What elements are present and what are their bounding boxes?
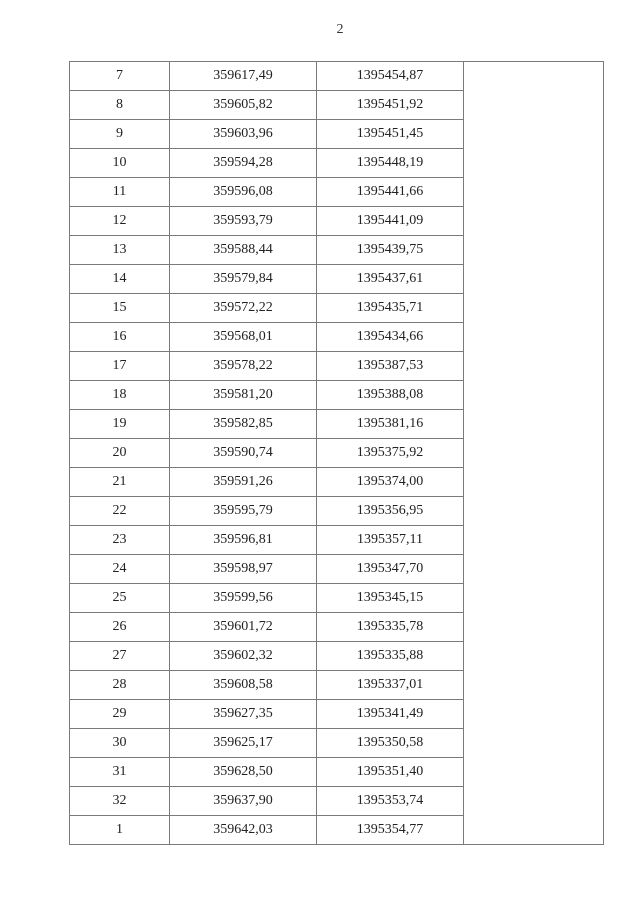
x-coordinate-cell: 359637,90 bbox=[170, 787, 317, 816]
y-coordinate-cell: 1395448,19 bbox=[317, 149, 464, 178]
y-coordinate-cell: 1395451,45 bbox=[317, 120, 464, 149]
x-coordinate-cell: 359594,28 bbox=[170, 149, 317, 178]
x-coordinate-cell: 359591,26 bbox=[170, 468, 317, 497]
point-number-cell: 14 bbox=[70, 265, 170, 294]
y-coordinate-cell: 1395441,66 bbox=[317, 178, 464, 207]
y-coordinate-cell: 1395375,92 bbox=[317, 439, 464, 468]
point-number-cell: 8 bbox=[70, 91, 170, 120]
x-coordinate-cell: 359595,79 bbox=[170, 497, 317, 526]
x-coordinate-cell: 359593,79 bbox=[170, 207, 317, 236]
x-coordinate-cell: 359578,22 bbox=[170, 352, 317, 381]
x-coordinate-cell: 359568,01 bbox=[170, 323, 317, 352]
point-number-cell: 9 bbox=[70, 120, 170, 149]
y-coordinate-cell: 1395437,61 bbox=[317, 265, 464, 294]
x-coordinate-cell: 359603,96 bbox=[170, 120, 317, 149]
y-coordinate-cell: 1395387,53 bbox=[317, 352, 464, 381]
point-number-cell: 12 bbox=[70, 207, 170, 236]
y-coordinate-cell: 1395335,88 bbox=[317, 642, 464, 671]
y-coordinate-cell: 1395345,15 bbox=[317, 584, 464, 613]
y-coordinate-cell: 1395374,00 bbox=[317, 468, 464, 497]
y-coordinate-cell: 1395451,92 bbox=[317, 91, 464, 120]
x-coordinate-cell: 359581,20 bbox=[170, 381, 317, 410]
point-number-cell: 29 bbox=[70, 700, 170, 729]
x-coordinate-cell: 359596,08 bbox=[170, 178, 317, 207]
empty-column-cell bbox=[464, 62, 604, 845]
point-number-cell: 32 bbox=[70, 787, 170, 816]
y-coordinate-cell: 1395434,66 bbox=[317, 323, 464, 352]
point-number-cell: 31 bbox=[70, 758, 170, 787]
point-number-cell: 13 bbox=[70, 236, 170, 265]
point-number-cell: 11 bbox=[70, 178, 170, 207]
y-coordinate-cell: 1395435,71 bbox=[317, 294, 464, 323]
coordinates-table bbox=[69, 61, 604, 845]
x-coordinate-cell: 359617,49 bbox=[170, 62, 317, 91]
x-coordinate-cell: 359596,81 bbox=[170, 526, 317, 555]
point-number-cell: 27 bbox=[70, 642, 170, 671]
x-coordinate-cell: 359602,32 bbox=[170, 642, 317, 671]
y-coordinate-cell: 1395337,01 bbox=[317, 671, 464, 700]
y-coordinate-cell: 1395454,87 bbox=[317, 62, 464, 91]
x-coordinate-cell: 359599,56 bbox=[170, 584, 317, 613]
y-coordinate-cell: 1395388,08 bbox=[317, 381, 464, 410]
point-number-cell: 20 bbox=[70, 439, 170, 468]
y-coordinate-cell: 1395341,49 bbox=[317, 700, 464, 729]
page-number: 2 bbox=[336, 22, 344, 37]
y-coordinate-cell: 1395441,09 bbox=[317, 207, 464, 236]
x-coordinate-cell: 359579,84 bbox=[170, 265, 317, 294]
y-coordinate-cell: 1395439,75 bbox=[317, 236, 464, 265]
y-coordinate-cell: 1395347,70 bbox=[317, 555, 464, 584]
point-number-cell: 1 bbox=[70, 816, 170, 845]
point-number-cell: 15 bbox=[70, 294, 170, 323]
point-number-cell: 7 bbox=[70, 62, 170, 91]
x-coordinate-cell: 359590,74 bbox=[170, 439, 317, 468]
x-coordinate-cell: 359588,44 bbox=[170, 236, 317, 265]
y-coordinate-cell: 1395354,77 bbox=[317, 816, 464, 845]
y-coordinate-cell: 1395350,58 bbox=[317, 729, 464, 758]
x-coordinate-cell: 359628,50 bbox=[170, 758, 317, 787]
x-coordinate-cell: 359605,82 bbox=[170, 91, 317, 120]
x-coordinate-cell: 359642,03 bbox=[170, 816, 317, 845]
point-number-cell: 30 bbox=[70, 729, 170, 758]
point-number-cell: 22 bbox=[70, 497, 170, 526]
y-coordinate-cell: 1395381,16 bbox=[317, 410, 464, 439]
x-coordinate-cell: 359572,22 bbox=[170, 294, 317, 323]
y-coordinate-cell: 1395356,95 bbox=[317, 497, 464, 526]
point-number-cell: 18 bbox=[70, 381, 170, 410]
y-coordinate-cell: 1395357,11 bbox=[317, 526, 464, 555]
point-number-cell: 21 bbox=[70, 468, 170, 497]
x-coordinate-cell: 359627,35 bbox=[170, 700, 317, 729]
y-coordinate-cell: 1395353,74 bbox=[317, 787, 464, 816]
point-number-cell: 25 bbox=[70, 584, 170, 613]
point-number-cell: 16 bbox=[70, 323, 170, 352]
point-number-cell: 24 bbox=[70, 555, 170, 584]
table-row bbox=[70, 62, 604, 91]
y-coordinate-cell: 1395335,78 bbox=[317, 613, 464, 642]
point-number-cell: 28 bbox=[70, 671, 170, 700]
x-coordinate-cell: 359625,17 bbox=[170, 729, 317, 758]
coordinates-table-body bbox=[70, 62, 604, 845]
y-coordinate-cell: 1395351,40 bbox=[317, 758, 464, 787]
point-number-cell: 19 bbox=[70, 410, 170, 439]
x-coordinate-cell: 359582,85 bbox=[170, 410, 317, 439]
point-number-cell: 26 bbox=[70, 613, 170, 642]
point-number-cell: 10 bbox=[70, 149, 170, 178]
x-coordinate-cell: 359601,72 bbox=[170, 613, 317, 642]
x-coordinate-cell: 359598,97 bbox=[170, 555, 317, 584]
point-number-cell: 17 bbox=[70, 352, 170, 381]
x-coordinate-cell: 359608,58 bbox=[170, 671, 317, 700]
point-number-cell: 23 bbox=[70, 526, 170, 555]
